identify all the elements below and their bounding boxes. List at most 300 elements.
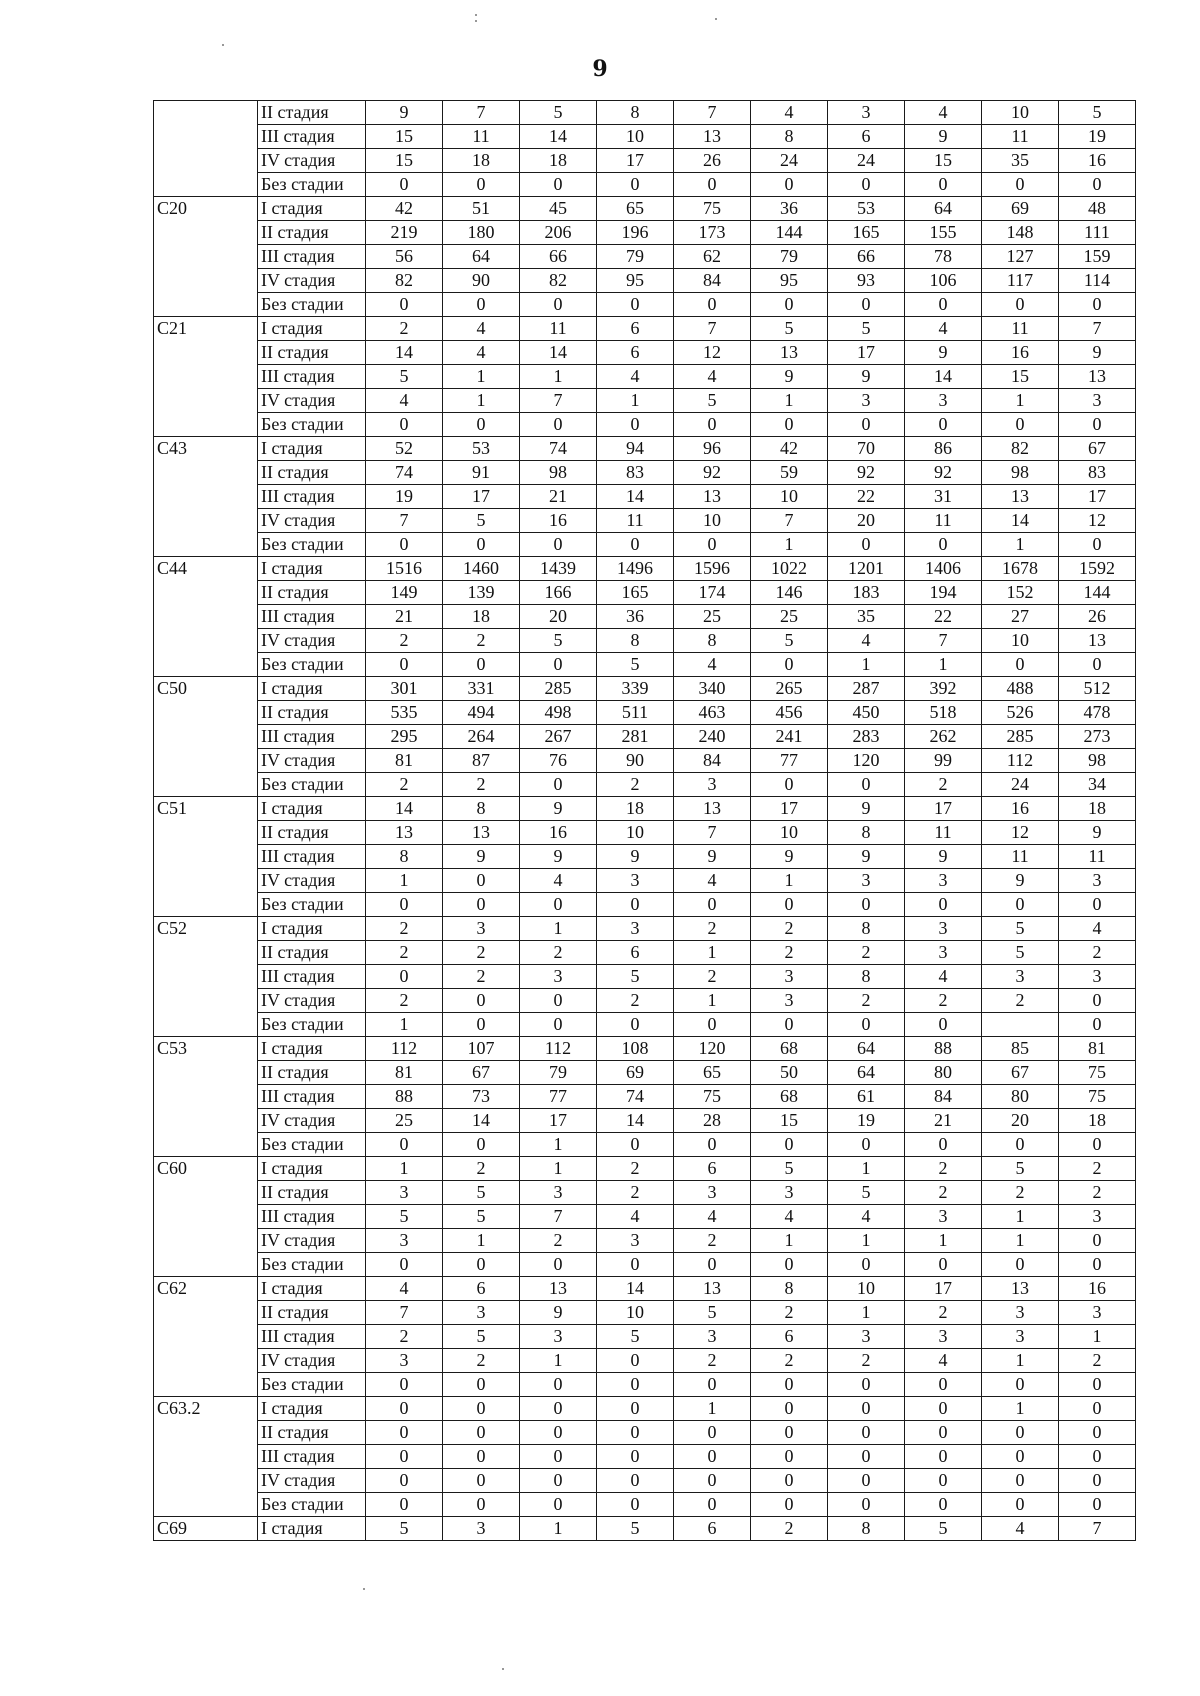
value-cell: 450 <box>828 701 905 725</box>
value-cell: 0 <box>597 893 674 917</box>
value-cell: 13 <box>674 485 751 509</box>
value-cell: 21 <box>520 485 597 509</box>
value-cell: 267 <box>520 725 597 749</box>
value-cell: 59 <box>751 461 828 485</box>
value-cell: 241 <box>751 725 828 749</box>
stage-cell: I стадия <box>258 557 366 581</box>
value-cell: 18 <box>597 797 674 821</box>
value-cell: 0 <box>1059 293 1136 317</box>
value-cell: 14 <box>597 1109 674 1133</box>
value-cell: 1 <box>443 1229 520 1253</box>
value-cell: 11 <box>982 125 1059 149</box>
value-cell: 10 <box>751 821 828 845</box>
value-cell: 2 <box>366 1325 443 1349</box>
value-cell: 0 <box>1059 1493 1136 1517</box>
value-cell: 98 <box>520 461 597 485</box>
stage-cell: II стадия <box>258 701 366 725</box>
value-cell: 120 <box>828 749 905 773</box>
stage-cell: III стадия <box>258 605 366 629</box>
value-cell: 0 <box>982 653 1059 677</box>
table-row <box>154 557 1136 581</box>
value-cell: 1 <box>520 365 597 389</box>
table-row <box>154 1469 1136 1493</box>
value-cell: 0 <box>905 173 982 197</box>
value-cell: 0 <box>597 1469 674 1493</box>
value-cell: 0 <box>1059 893 1136 917</box>
value-cell: 0 <box>443 989 520 1013</box>
stage-cell: III стадия <box>258 965 366 989</box>
value-cell: 0 <box>828 1013 905 1037</box>
value-cell: 86 <box>905 437 982 461</box>
value-cell: 2 <box>905 1301 982 1325</box>
value-cell: 535 <box>366 701 443 725</box>
value-cell: 5 <box>520 101 597 125</box>
value-cell: 0 <box>1059 653 1136 677</box>
value-cell: 5 <box>520 629 597 653</box>
value-cell: 0 <box>751 1373 828 1397</box>
value-cell: 3 <box>674 1181 751 1205</box>
value-cell: 0 <box>443 1469 520 1493</box>
value-cell: 50 <box>751 1061 828 1085</box>
value-cell: 0 <box>366 965 443 989</box>
value-cell: 8 <box>828 965 905 989</box>
value-cell: 13 <box>674 125 751 149</box>
value-cell: 0 <box>520 1373 597 1397</box>
stage-cell: Без стадии <box>258 1373 366 1397</box>
value-cell: 1 <box>1059 1325 1136 1349</box>
value-cell: 3 <box>520 965 597 989</box>
table-row <box>154 1349 1136 1373</box>
value-cell: 61 <box>828 1085 905 1109</box>
value-cell: 5 <box>443 1181 520 1205</box>
value-cell: 88 <box>905 1037 982 1061</box>
value-cell: 67 <box>1059 437 1136 461</box>
value-cell: 1 <box>674 941 751 965</box>
value-cell: 0 <box>982 1421 1059 1445</box>
table-row <box>154 1181 1136 1205</box>
value-cell: 152 <box>982 581 1059 605</box>
value-cell: 17 <box>905 1277 982 1301</box>
value-cell: 0 <box>1059 173 1136 197</box>
diagnosis-code-cell: C60 <box>154 1157 258 1277</box>
value-cell: 107 <box>443 1037 520 1061</box>
value-cell: 0 <box>366 1421 443 1445</box>
value-cell: 3 <box>597 869 674 893</box>
diagnosis-code-cell: C53 <box>154 1037 258 1157</box>
table-row <box>154 1517 1136 1541</box>
value-cell: 2 <box>366 989 443 1013</box>
value-cell: 21 <box>905 1109 982 1133</box>
value-cell: 112 <box>366 1037 443 1061</box>
value-cell: 7 <box>366 509 443 533</box>
table-row <box>154 1157 1136 1181</box>
value-cell: 3 <box>982 1301 1059 1325</box>
value-cell: 65 <box>597 197 674 221</box>
value-cell: 91 <box>443 461 520 485</box>
stage-cell: II стадия <box>258 581 366 605</box>
value-cell: 0 <box>443 413 520 437</box>
value-cell: 19 <box>366 485 443 509</box>
value-cell: 0 <box>366 533 443 557</box>
stage-cell: IV стадия <box>258 749 366 773</box>
value-cell: 76 <box>520 749 597 773</box>
value-cell: 0 <box>828 533 905 557</box>
value-cell: 194 <box>905 581 982 605</box>
value-cell: 1 <box>366 1157 443 1181</box>
value-cell: 0 <box>751 173 828 197</box>
value-cell: 16 <box>982 341 1059 365</box>
value-cell: 82 <box>366 269 443 293</box>
value-cell: 0 <box>828 293 905 317</box>
value-cell: 2 <box>443 1349 520 1373</box>
value-cell: 45 <box>520 197 597 221</box>
value-cell: 1516 <box>366 557 443 581</box>
table-row <box>154 701 1136 725</box>
value-cell: 92 <box>905 461 982 485</box>
value-cell: 19 <box>1059 125 1136 149</box>
value-cell: 0 <box>674 1013 751 1037</box>
value-cell: 0 <box>1059 1445 1136 1469</box>
value-cell: 7 <box>751 509 828 533</box>
value-cell: 0 <box>905 1445 982 1469</box>
value-cell: 0 <box>674 1445 751 1469</box>
value-cell: 5 <box>597 1517 674 1541</box>
value-cell: 9 <box>905 341 982 365</box>
value-cell: 67 <box>443 1061 520 1085</box>
value-cell: 14 <box>520 341 597 365</box>
diagnosis-code-cell: C62 <box>154 1277 258 1397</box>
value-cell: 4 <box>905 317 982 341</box>
value-cell: 4 <box>828 629 905 653</box>
value-cell: 165 <box>828 221 905 245</box>
value-cell: 0 <box>443 293 520 317</box>
value-cell: 2 <box>520 941 597 965</box>
stage-cell: III стадия <box>258 725 366 749</box>
value-cell: 0 <box>520 773 597 797</box>
value-cell: 0 <box>520 173 597 197</box>
value-cell: 20 <box>520 605 597 629</box>
value-cell: 2 <box>905 1181 982 1205</box>
value-cell: 295 <box>366 725 443 749</box>
value-cell: 0 <box>597 1133 674 1157</box>
value-cell: 1592 <box>1059 557 1136 581</box>
value-cell: 8 <box>751 1277 828 1301</box>
value-cell: 88 <box>366 1085 443 1109</box>
value-cell: 11 <box>905 509 982 533</box>
value-cell: 494 <box>443 701 520 725</box>
value-cell: 5 <box>597 965 674 989</box>
value-cell: 265 <box>751 677 828 701</box>
value-cell: 1 <box>982 1229 1059 1253</box>
value-cell: 5 <box>366 1517 443 1541</box>
table-row <box>154 341 1136 365</box>
stage-cell: I стадия <box>258 1157 366 1181</box>
value-cell: 11 <box>597 509 674 533</box>
scan-speck <box>475 14 477 16</box>
value-cell: 512 <box>1059 677 1136 701</box>
value-cell: 10 <box>982 101 1059 125</box>
value-cell: 0 <box>751 1445 828 1469</box>
value-cell: 0 <box>982 893 1059 917</box>
diagnosis-code-cell: C63.2 <box>154 1397 258 1517</box>
value-cell: 240 <box>674 725 751 749</box>
value-cell: 5 <box>443 1205 520 1229</box>
value-cell: 0 <box>597 293 674 317</box>
value-cell: 0 <box>905 1013 982 1037</box>
value-cell: 0 <box>828 1373 905 1397</box>
table-row <box>154 533 1136 557</box>
value-cell: 0 <box>520 1013 597 1037</box>
value-cell: 10 <box>597 1301 674 1325</box>
stage-cell: III стадия <box>258 485 366 509</box>
table-row <box>154 1301 1136 1325</box>
value-cell: 8 <box>597 101 674 125</box>
value-cell: 0 <box>443 1253 520 1277</box>
stage-cell: Без стадии <box>258 1133 366 1157</box>
value-cell: 2 <box>443 1157 520 1181</box>
value-cell: 42 <box>366 197 443 221</box>
value-cell: 36 <box>597 605 674 629</box>
value-cell: 0 <box>520 1421 597 1445</box>
table-row <box>154 509 1136 533</box>
value-cell: 3 <box>905 917 982 941</box>
value-cell: 0 <box>674 1421 751 1445</box>
stage-cell: III стадия <box>258 365 366 389</box>
value-cell: 11 <box>520 317 597 341</box>
value-cell: 0 <box>982 413 1059 437</box>
value-cell: 2 <box>597 1181 674 1205</box>
value-cell: 1 <box>443 389 520 413</box>
value-cell: 1 <box>520 1349 597 1373</box>
value-cell: 2 <box>982 989 1059 1013</box>
value-cell: 3 <box>674 1325 751 1349</box>
stage-cell: IV стадия <box>258 389 366 413</box>
value-cell: 92 <box>828 461 905 485</box>
value-cell: 52 <box>366 437 443 461</box>
value-cell: 2 <box>674 917 751 941</box>
value-cell: 14 <box>905 365 982 389</box>
value-cell: 24 <box>982 773 1059 797</box>
value-cell: 0 <box>366 1493 443 1517</box>
value-cell: 0 <box>1059 1373 1136 1397</box>
value-cell: 17 <box>905 797 982 821</box>
value-cell: 3 <box>905 389 982 413</box>
value-cell: 0 <box>1059 989 1136 1013</box>
value-cell: 79 <box>751 245 828 269</box>
value-cell: 18 <box>443 605 520 629</box>
value-cell: 79 <box>597 245 674 269</box>
stage-cell: I стадия <box>258 1277 366 1301</box>
value-cell: 4 <box>674 365 751 389</box>
value-cell: 0 <box>751 1133 828 1157</box>
table-row <box>154 677 1136 701</box>
diagnosis-code-cell: C52 <box>154 917 258 1037</box>
value-cell: 13 <box>1059 629 1136 653</box>
table-row <box>154 389 1136 413</box>
value-cell: 0 <box>674 533 751 557</box>
value-cell: 262 <box>905 725 982 749</box>
value-cell: 0 <box>905 1373 982 1397</box>
value-cell: 5 <box>982 941 1059 965</box>
value-cell: 2 <box>751 1517 828 1541</box>
table-row <box>154 869 1136 893</box>
value-cell: 42 <box>751 437 828 461</box>
value-cell: 7 <box>1059 317 1136 341</box>
value-cell: 111 <box>1059 221 1136 245</box>
value-cell: 0 <box>443 1133 520 1157</box>
value-cell: 0 <box>982 1253 1059 1277</box>
value-cell: 4 <box>828 1205 905 1229</box>
value-cell: 1 <box>982 1205 1059 1229</box>
value-cell: 1496 <box>597 557 674 581</box>
value-cell: 1 <box>905 653 982 677</box>
value-cell: 2 <box>366 941 443 965</box>
value-cell: 17 <box>828 341 905 365</box>
value-cell: 6 <box>751 1325 828 1349</box>
value-cell: 18 <box>520 149 597 173</box>
table-row <box>154 1133 1136 1157</box>
value-cell: 149 <box>366 581 443 605</box>
value-cell: 0 <box>751 293 828 317</box>
table-row <box>154 1325 1136 1349</box>
value-cell: 98 <box>982 461 1059 485</box>
value-cell: 15 <box>751 1109 828 1133</box>
value-cell: 0 <box>828 1253 905 1277</box>
value-cell: 0 <box>443 173 520 197</box>
value-cell: 3 <box>443 917 520 941</box>
stage-cell: Без стадии <box>258 893 366 917</box>
value-cell: 10 <box>751 485 828 509</box>
scan-speck <box>502 1668 504 1670</box>
value-cell: 1 <box>443 365 520 389</box>
stage-cell: II стадия <box>258 221 366 245</box>
value-cell: 77 <box>520 1085 597 1109</box>
value-cell: 4 <box>366 1277 443 1301</box>
value-cell: 1 <box>597 389 674 413</box>
value-cell: 64 <box>443 245 520 269</box>
value-cell: 0 <box>366 1373 443 1397</box>
value-cell: 11 <box>443 125 520 149</box>
table-row <box>154 269 1136 293</box>
value-cell: 25 <box>751 605 828 629</box>
value-cell: 64 <box>828 1037 905 1061</box>
table-row <box>154 1013 1136 1037</box>
table-row <box>154 173 1136 197</box>
table-row <box>154 941 1136 965</box>
value-cell: 0 <box>1059 533 1136 557</box>
value-cell: 1 <box>674 1397 751 1421</box>
value-cell: 14 <box>982 509 1059 533</box>
scan-speck <box>222 44 224 46</box>
value-cell: 3 <box>366 1181 443 1205</box>
diagnosis-code-cell: C44 <box>154 557 258 677</box>
value-cell: 0 <box>366 893 443 917</box>
value-cell: 16 <box>982 797 1059 821</box>
value-cell: 0 <box>905 533 982 557</box>
table-row <box>154 1421 1136 1445</box>
value-cell: 22 <box>828 485 905 509</box>
value-cell: 9 <box>1059 821 1136 845</box>
value-cell: 5 <box>751 629 828 653</box>
value-cell: 6 <box>828 125 905 149</box>
value-cell: 9 <box>982 869 1059 893</box>
value-cell: 1 <box>520 1157 597 1181</box>
value-cell: 25 <box>366 1109 443 1133</box>
value-cell: 0 <box>674 293 751 317</box>
value-cell: 17 <box>520 1109 597 1133</box>
value-cell: 4 <box>751 101 828 125</box>
value-cell: 0 <box>443 653 520 677</box>
value-cell: 5 <box>597 1325 674 1349</box>
value-cell: 219 <box>366 221 443 245</box>
value-cell: 2 <box>597 773 674 797</box>
value-cell: 9 <box>905 845 982 869</box>
value-cell: 2 <box>674 1229 751 1253</box>
value-cell: 478 <box>1059 701 1136 725</box>
value-cell: 11 <box>982 845 1059 869</box>
value-cell: 9 <box>828 845 905 869</box>
value-cell: 0 <box>751 1421 828 1445</box>
value-cell: 2 <box>1059 1157 1136 1181</box>
stage-cell: IV стадия <box>258 149 366 173</box>
stage-cell: Без стадии <box>258 293 366 317</box>
value-cell: 90 <box>597 749 674 773</box>
value-cell: 0 <box>366 293 443 317</box>
value-cell: 1 <box>982 1349 1059 1373</box>
value-cell: 10 <box>674 509 751 533</box>
table-row <box>154 485 1136 509</box>
stage-cell: Без стадии <box>258 1253 366 1277</box>
value-cell: 9 <box>1059 341 1136 365</box>
stage-cell: III стадия <box>258 1445 366 1469</box>
value-cell: 8 <box>828 917 905 941</box>
value-cell: 69 <box>597 1061 674 1085</box>
value-cell: 0 <box>982 1469 1059 1493</box>
value-cell: 3 <box>674 773 751 797</box>
value-cell: 392 <box>905 677 982 701</box>
scan-speck <box>715 18 717 20</box>
value-cell: 10 <box>597 125 674 149</box>
value-cell: 4 <box>597 1205 674 1229</box>
value-cell: 196 <box>597 221 674 245</box>
table-row <box>154 1085 1136 1109</box>
value-cell: 75 <box>674 1085 751 1109</box>
value-cell: 4 <box>674 653 751 677</box>
value-cell: 20 <box>828 509 905 533</box>
value-cell: 4 <box>520 869 597 893</box>
value-cell: 10 <box>597 821 674 845</box>
stage-cell: IV стадия <box>258 269 366 293</box>
table-row <box>154 1109 1136 1133</box>
value-cell: 0 <box>905 1253 982 1277</box>
value-cell: 9 <box>828 797 905 821</box>
value-cell: 1 <box>828 1157 905 1181</box>
value-cell: 5 <box>366 1205 443 1229</box>
value-cell: 0 <box>905 1397 982 1421</box>
stage-cell: III стадия <box>258 1085 366 1109</box>
value-cell: 34 <box>1059 773 1136 797</box>
value-cell <box>982 1013 1059 1037</box>
value-cell: 35 <box>982 149 1059 173</box>
value-cell: 79 <box>520 1061 597 1085</box>
value-cell: 166 <box>520 581 597 605</box>
value-cell: 16 <box>520 821 597 845</box>
diagnosis-code-cell: C21 <box>154 317 258 437</box>
value-cell: 5 <box>982 1157 1059 1181</box>
value-cell: 488 <box>982 677 1059 701</box>
value-cell: 1 <box>366 869 443 893</box>
value-cell: 13 <box>520 1277 597 1301</box>
